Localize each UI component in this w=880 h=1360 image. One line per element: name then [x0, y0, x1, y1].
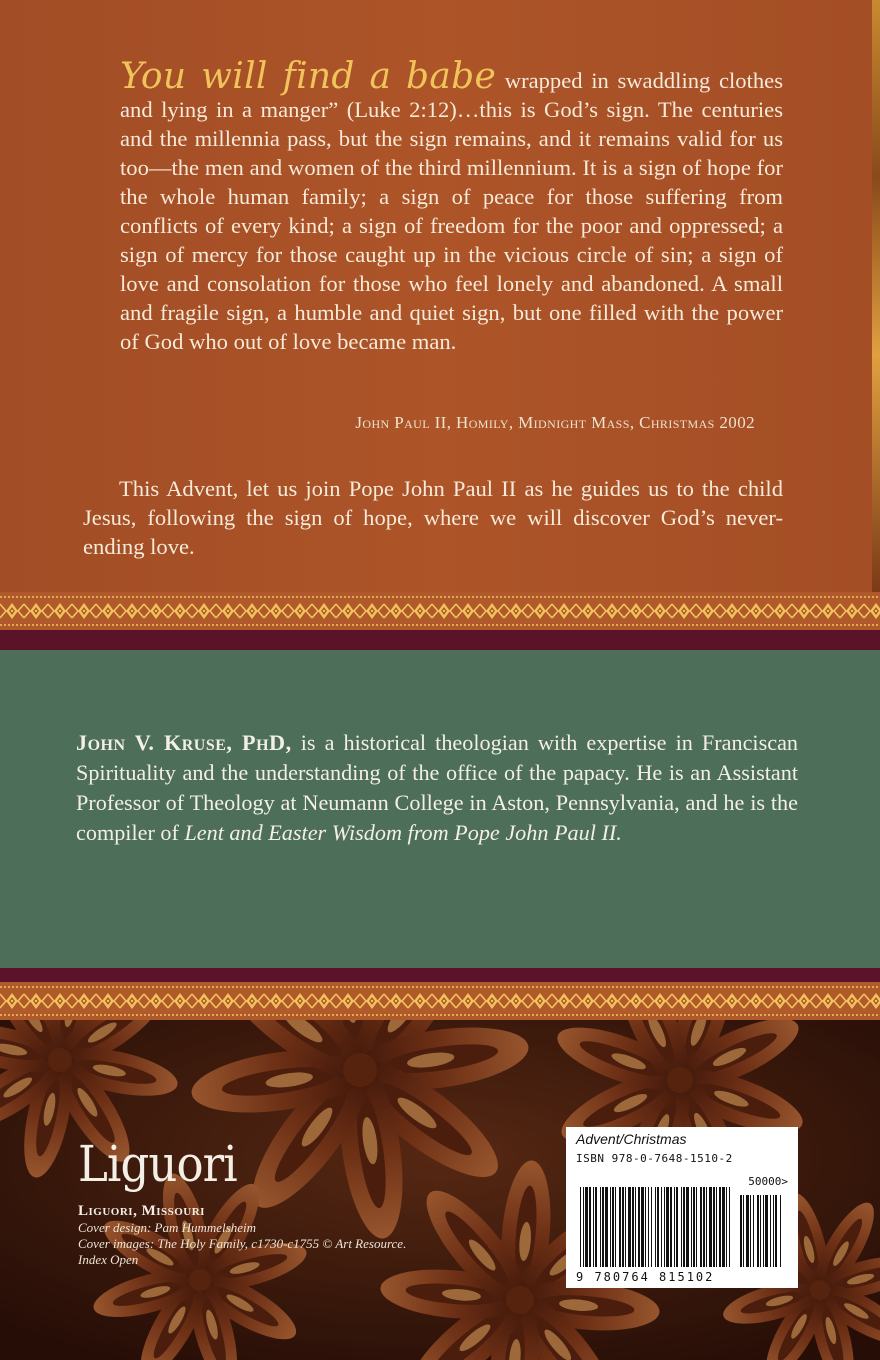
- advent-paragraph: This Advent, let us join Pope John Paul II as he guides us to the child Jesus, following the sign of hope, where we will discover God’s never-ending love.: [83, 476, 783, 559]
- isbn-number: ISBN 978-0-7648-1510-2: [576, 1152, 733, 1165]
- barcode-bar: [670, 1187, 672, 1267]
- price-barcode-bar: [763, 1195, 764, 1267]
- isbn-digits: 9 780764 815102: [576, 1270, 715, 1284]
- barcode-bar: [674, 1187, 675, 1267]
- maroon-divider-top: [0, 630, 880, 650]
- cover-design-credit: Cover design: Pam Hummelsheim: [78, 1220, 256, 1235]
- ornament-band-top: [0, 592, 880, 630]
- barcode-bar: [645, 1187, 646, 1267]
- barcode-bar: [666, 1187, 669, 1267]
- maroon-divider-bottom: [0, 968, 880, 982]
- barcode-bar: [605, 1187, 608, 1267]
- barcode-bar: [655, 1187, 656, 1267]
- barcode-bar: [726, 1187, 727, 1267]
- price-barcode-bar: [780, 1195, 781, 1267]
- barcode-bars: [580, 1187, 784, 1269]
- ornament-band-bottom: [0, 982, 880, 1020]
- price-barcode-bar: [765, 1195, 768, 1267]
- author-bio: [76, 728, 798, 848]
- book-category: Advent/Christmas: [576, 1131, 687, 1147]
- price-barcode-bar: [770, 1195, 771, 1267]
- barcode-bar: [625, 1187, 626, 1267]
- price-barcode-bar: [753, 1195, 754, 1267]
- quote-body: wrapped in swaddling clothes and lying in a manger” (Luke 2:12)…this is God’s sign. The centuries and the millennia pass, but the sign remains, and it remains valid for us too—the men and women of the third millennium. It is a sign of hope for the whole human family; a sign of peace for those suffering from conflicts of every kind; a sign of freedom for the poor and oppressed; a sign of mercy for those caught up in the vicious circle of sin; a sign of love and consolation for those who feel lonely and abandoned. A small and fragile sign, a humble and quiet sign, but one filled with the power of God who out of love became man.: [120, 68, 783, 354]
- cover-edge-strip: [872, 0, 880, 592]
- barcode-bar: [722, 1187, 725, 1267]
- barcode-bar: [691, 1187, 692, 1267]
- barcode-bar: [641, 1187, 644, 1267]
- barcode-bar: [664, 1187, 665, 1267]
- barcode-bar: [676, 1187, 678, 1267]
- barcode-bar: [615, 1187, 616, 1267]
- price-barcode-bar: [750, 1195, 751, 1267]
- barcode-bar: [632, 1187, 634, 1267]
- price-barcode-bar: [757, 1195, 759, 1267]
- quote-lead: You will find a babe: [120, 56, 497, 97]
- barcode-bar: [580, 1187, 581, 1267]
- isbn-barcode-box: [566, 1127, 798, 1288]
- barcode-bar: [583, 1187, 584, 1267]
- barcode-bar: [628, 1187, 631, 1267]
- price-barcode-bar: [746, 1195, 749, 1267]
- barcode-bar: [693, 1187, 695, 1267]
- author-name: John V. Kruse, PhD,: [76, 730, 292, 755]
- barcode-bar: [589, 1187, 591, 1267]
- price-code: 50000>: [748, 1175, 788, 1188]
- price-barcode-bar: [773, 1195, 774, 1267]
- barcode-bar: [635, 1187, 636, 1267]
- barcode-bar: [657, 1187, 659, 1267]
- index-credit: Index Open: [78, 1252, 139, 1267]
- price-barcode-bar: [743, 1195, 744, 1267]
- barcode-bar: [700, 1187, 702, 1267]
- barcode-bar: [619, 1187, 621, 1267]
- barcode-bar: [709, 1187, 712, 1267]
- barcode-bar: [716, 1187, 717, 1267]
- barcode-bar: [686, 1187, 689, 1267]
- publisher-logo: Liguori: [78, 1135, 237, 1193]
- book-title: Lent and Easter Wisdom from Pope John Paul II.: [184, 820, 622, 845]
- barcode-bar: [585, 1187, 588, 1267]
- barcode-bar: [703, 1187, 705, 1267]
- barcode-bar: [593, 1187, 594, 1267]
- barcode-bar: [602, 1187, 604, 1267]
- price-barcode-bar: [775, 1195, 777, 1267]
- bio-text: is a historical theologian with expertise in Franciscan Spirituality and the understanding of the office of the papacy. He is an Assistant Professor of Theology at Neumann College in Aston, Pennsylvania, and he is the compiler of: [76, 730, 799, 845]
- barcode-bar: [683, 1187, 685, 1267]
- barcode-bar: [600, 1187, 601, 1267]
- barcode-bar: [706, 1187, 707, 1267]
- price-barcode-bar: [760, 1195, 761, 1267]
- barcode-bar: [638, 1187, 640, 1267]
- barcode-bar: [595, 1187, 597, 1267]
- barcode-bar: [648, 1187, 649, 1267]
- quote-text: [120, 56, 783, 356]
- publisher-city: Liguori, Missouri: [78, 1203, 205, 1219]
- barcode-bar: [696, 1187, 697, 1267]
- barcode-bar: [681, 1187, 682, 1267]
- barcode-bar: [622, 1187, 624, 1267]
- cover-images-credit: Cover images: The Holy Family, c1730-c1755 © Art Resource.: [78, 1236, 407, 1251]
- barcode-bar: [713, 1187, 715, 1267]
- barcode-bar: [719, 1187, 721, 1267]
- barcode-bar: [661, 1187, 662, 1267]
- barcode-bar: [729, 1187, 730, 1267]
- barcode-bar: [651, 1187, 652, 1267]
- barcode-bar: [610, 1187, 611, 1267]
- price-barcode-bar: [740, 1195, 742, 1267]
- barcode-bar: [612, 1187, 614, 1267]
- quote-attribution: John Paul II, Homily, Midnight Mass, Christmas 2002: [355, 413, 755, 432]
